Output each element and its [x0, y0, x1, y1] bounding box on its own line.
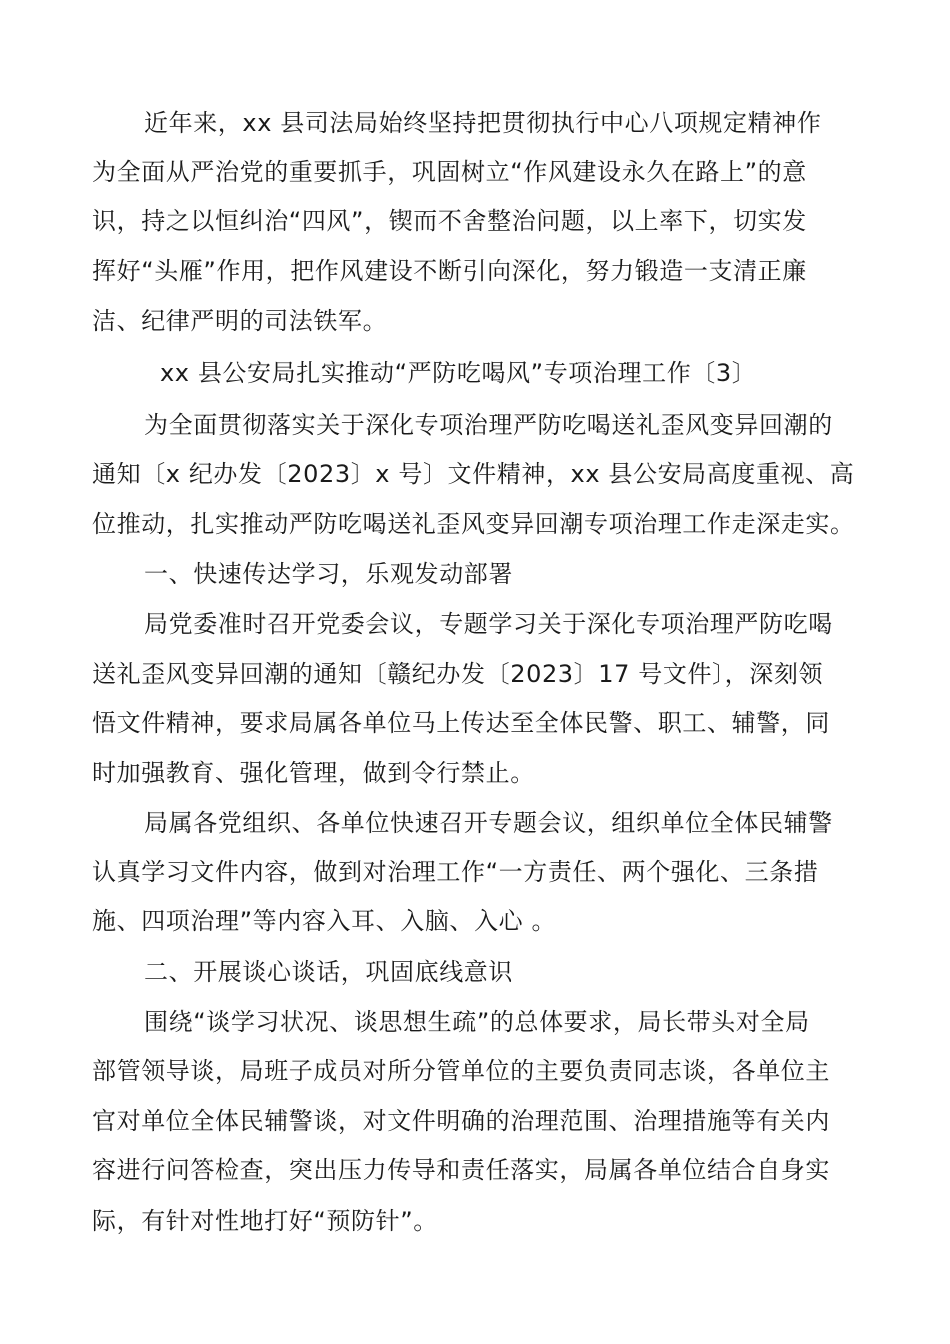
paragraph-3-line-3: 悟文件精神，要求局属各单位马上传达至全体民警、职工、辅警，同 [92, 709, 830, 737]
paragraph-2-line-3: 位推动，扎实推动严防吃喝送礼歪风变异回潮专项治理工作走深走实。 [92, 510, 855, 538]
paragraph-1-line-5: 洁、纪律严明的司法铁军。 [92, 307, 388, 335]
paragraph-4-line-3: 施、四项治理”等内容入耳、入脑、入心 。 [92, 907, 557, 935]
heading-1: 一、快速传达学习，乐观发动部署 [144, 560, 513, 588]
heading-2: 二、开展谈心谈话，巩固底线意识 [144, 958, 513, 986]
paragraph-4-line-1: 局属各党组织、各单位快速召开专题会议，组织单位全体民辅警 [144, 809, 833, 837]
paragraph-5-line-2: 部管领导谈，局班子成员对所分管单位的主要负责同志谈，各单位主 [92, 1057, 830, 1085]
paragraph-5-line-3: 官对单位全体民辅警谈，对文件明确的治理范围、治理措施等有关内 [92, 1107, 830, 1135]
section-title: xx 县公安局扎实推动“严防吃喝风”专项治理工作〔3〕 [160, 359, 757, 387]
paragraph-1-line-1: 近年来，xx 县司法局始终坚持把贯彻执行中心八项规定精神作 [144, 109, 822, 137]
paragraph-3-line-1: 局党委准时召开党委会议，专题学习关于深化专项治理严防吃喝 [144, 610, 833, 638]
paragraph-1-line-4: 挥好“头雁”作用，把作风建设不断引向深化，努力锻造一支清正廉 [92, 257, 807, 285]
paragraph-5-line-1: 围绕“谈学习状况、谈思想生疏”的总体要求，局长带头对全局 [144, 1008, 810, 1036]
paragraph-5-line-5: 际，有针对性地打好“预防针”。 [92, 1207, 438, 1235]
paragraph-5-line-4: 容进行问答检查，突出压力传导和责任落实，局属各单位结合自身实 [92, 1156, 830, 1184]
paragraph-2-line-2: 通知〔x 纪办发〔2023〕x 号〕文件精神，xx 县公安局高度重视、高 [92, 460, 855, 488]
paragraph-2-line-1: 为全面贯彻落实关于深化专项治理严防吃喝送礼歪风变异回潮的 [144, 411, 833, 439]
paragraph-1-line-3: 识，持之以恒纠治“四风”，锲而不舍整治问题，以上率下，切实发 [92, 207, 807, 235]
paragraph-4-line-2: 认真学习文件内容，做到对治理工作“一方责任、两个强化、三条措 [92, 858, 819, 886]
paragraph-3-line-2: 送礼歪风变异回潮的通知〔赣纪办发〔2023〕17 号文件〕，深刻领 [92, 660, 824, 688]
paragraph-1-line-2: 为全面从严治党的重要抓手，巩固树立“作风建设永久在路上”的意 [92, 158, 807, 186]
paragraph-3-line-4: 时加强教育、强化管理，做到令行禁止。 [92, 759, 535, 787]
